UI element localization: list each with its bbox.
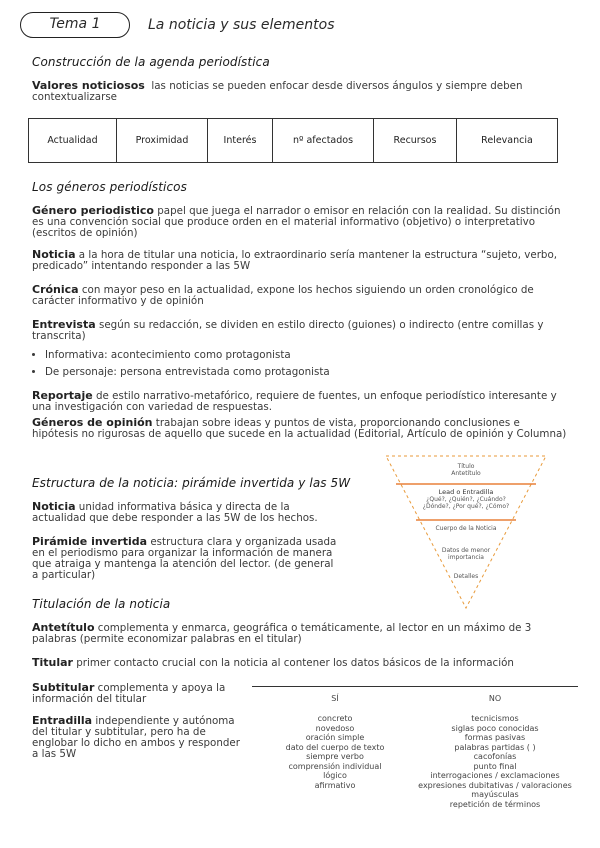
titular-paragraph (32, 657, 572, 669)
si-item: dato del cuerpo de texto (285, 742, 385, 752)
no-item: expresiones dubitativas / valoraciones (418, 780, 572, 790)
entradilla-paragraph (32, 715, 242, 760)
genero-text: papel que juega el narrador o emisor en relación con la realidad. Su distinción es una convención social que produce orden en el material informativo (objetivo) o interpretativo (escritos de opinión) (32, 205, 561, 239)
subtitular-term: Subtitular (32, 681, 95, 694)
reportaje-text: de estilo narrativo-metafórico, requiere de fuentes, un enfoque periodístico interesante y una investigación con variedad de respuestas. (32, 390, 557, 413)
genero-term: Género periodistico (32, 204, 154, 217)
no-column (410, 714, 580, 809)
genero-paragraph (32, 205, 562, 239)
si-item: oración simple (305, 733, 365, 742)
noticia-text: a la hora de titular una noticia, lo extraordinario sería mantener la estructura “sujeto, verbo, predicado” intentando responder a las 5W (32, 249, 558, 272)
opinion-text: trabajan sobre ideas y puntos de vista, proporcionando conclusiones e hipótesis no rigurosas de aquello que sucede en la actualidad (Editorial, Artículo de opinión y Columna) (32, 417, 567, 440)
antetitulo-term: Antetítulo (32, 621, 95, 634)
titular-text: primer contacto crucial con la noticia al contener los datos básicos de la información (76, 657, 514, 669)
cronica-paragraph (32, 284, 562, 307)
no-item: mayúsculas (471, 790, 519, 799)
no-header: NO (488, 694, 502, 703)
subtitular-paragraph (32, 682, 242, 705)
si-column (270, 714, 400, 790)
valor-cell: Interés (208, 119, 273, 163)
inverted-pyramid-diagram (384, 454, 548, 610)
no-item: cacofonías (473, 752, 517, 761)
entrevista-paragraph (32, 319, 567, 342)
page-title: La noticia y sus elementos (148, 17, 335, 33)
estructura-heading: Estructura de la noticia: pirámide invertida y las 5W (32, 476, 351, 490)
no-item: formas pasivas (464, 733, 526, 742)
valores-table (28, 118, 558, 163)
entrevista-list (30, 347, 330, 381)
agenda-heading: Construcción de la agenda periodística (32, 55, 270, 69)
titular-term: Titular (32, 656, 73, 669)
antetitulo-paragraph (32, 622, 562, 645)
reportaje-paragraph (32, 390, 562, 413)
pyramid-text: Título (457, 463, 475, 470)
si-header: SÍ (331, 694, 339, 703)
subtitular-text: complementa y apoya la información del titular (32, 682, 226, 705)
si-no-top-rule (252, 686, 578, 687)
si-item: siempre verbo (306, 752, 364, 761)
no-item: punto final (473, 761, 517, 771)
valores-paragraph (32, 80, 562, 103)
si-item: concreto (317, 714, 353, 723)
no-item: tecnicismos (471, 714, 519, 723)
piramide-term: Pirámide invertida (32, 535, 148, 548)
reportaje-term: Reportaje (32, 389, 93, 402)
no-item: repetición de términos (449, 799, 541, 809)
estructura-noticia-text: unidad informativa básica y directa de la actualidad que debe responder a las 5W de los hechos. (32, 501, 318, 524)
valor-cell: Proximidad (117, 119, 208, 163)
si-item: afirmativo (314, 780, 356, 790)
noticia-term: Noticia (32, 248, 76, 261)
pyramid-title-label (426, 463, 506, 477)
pyramid-text: ¿Dónde?, ¿Por qué?, ¿Cómo? (422, 503, 510, 510)
pyramid-text: ¿Qué?, ¿Quién?, ¿Cuándo? (426, 496, 506, 503)
entrevista-term: Entrevista (32, 318, 96, 331)
si-item: novedoso (315, 723, 355, 733)
list-item: • De personaje: persona entrevistada como protagonista (45, 364, 330, 381)
pyramid-text: Antetítulo (451, 470, 481, 477)
antetitulo-text: complementa y enmarca, geográfica o temáticamente, al lector en un máximo de 3 palabras (permite economizar palabras en el titular) (32, 622, 532, 645)
valor-cell: Recursos (374, 119, 457, 163)
entradilla-term: Entradilla (32, 714, 93, 727)
no-item: interrogaciones / exclamaciones (430, 771, 560, 780)
opinion-paragraph (32, 417, 567, 440)
valor-cell: nº afectados (273, 119, 374, 163)
pyramid-text: Datos de menor (441, 547, 491, 554)
entrevista-text: según su redacción, se dividen en estilo directo (guiones) o indirecto (entre comillas y transcrita) (32, 319, 544, 342)
no-item: siglas poco conocidas (451, 723, 539, 733)
list-item: • Informativa: acontecimiento como protagonista (45, 347, 330, 364)
valor-cell: Relevancia (457, 119, 558, 163)
pyramid-details-label: Detalles (453, 573, 479, 580)
cronica-text: con mayor peso en la actualidad, expone los hechos siguiendo un orden cronológico de carácter informativo y de opinión (32, 284, 534, 307)
topic-pill: Tema 1 (20, 12, 130, 38)
pyramid-body-label: Cuerpo de la Noticia (435, 525, 497, 532)
valor-cell: Actualidad (29, 119, 117, 163)
pyramid-lead-label (406, 489, 526, 510)
pyramid-text: importancia (448, 554, 484, 561)
noticia-paragraph (32, 249, 562, 272)
valores-text: las noticias se pueden enfocar desde diversos ángulos y siempre deben contextualizarse (32, 80, 523, 103)
generos-heading: Los géneros periodísticos (32, 180, 187, 194)
no-item: palabras partidas ( ) (454, 742, 536, 752)
si-item: lógico (323, 771, 347, 780)
valores-term: Valores noticiosos (32, 79, 145, 92)
si-item: comprensión individual (288, 761, 382, 771)
pyramid-minor-label (426, 547, 506, 561)
entradilla-text: independiente y autónoma del titular y subtitular, pero ha de englobar lo dicho en ambos y responder a las 5W (32, 715, 240, 760)
estructura-noticia-paragraph (32, 501, 332, 524)
titulacion-heading: Titulación de la noticia (32, 597, 171, 611)
piramide-text: estructura clara y organizada usada en el periodismo para organizar la información de manera que atraiga y mantenga la atención del lector. (de general a particular) (32, 536, 337, 581)
estructura-noticia-term: Noticia (32, 500, 76, 513)
piramide-paragraph (32, 536, 342, 581)
opinion-term: Géneros de opinión (32, 416, 153, 429)
cronica-term: Crónica (32, 283, 79, 296)
pyramid-outline (386, 456, 546, 608)
pyramid-text: Lead o Entradilla (438, 488, 494, 496)
